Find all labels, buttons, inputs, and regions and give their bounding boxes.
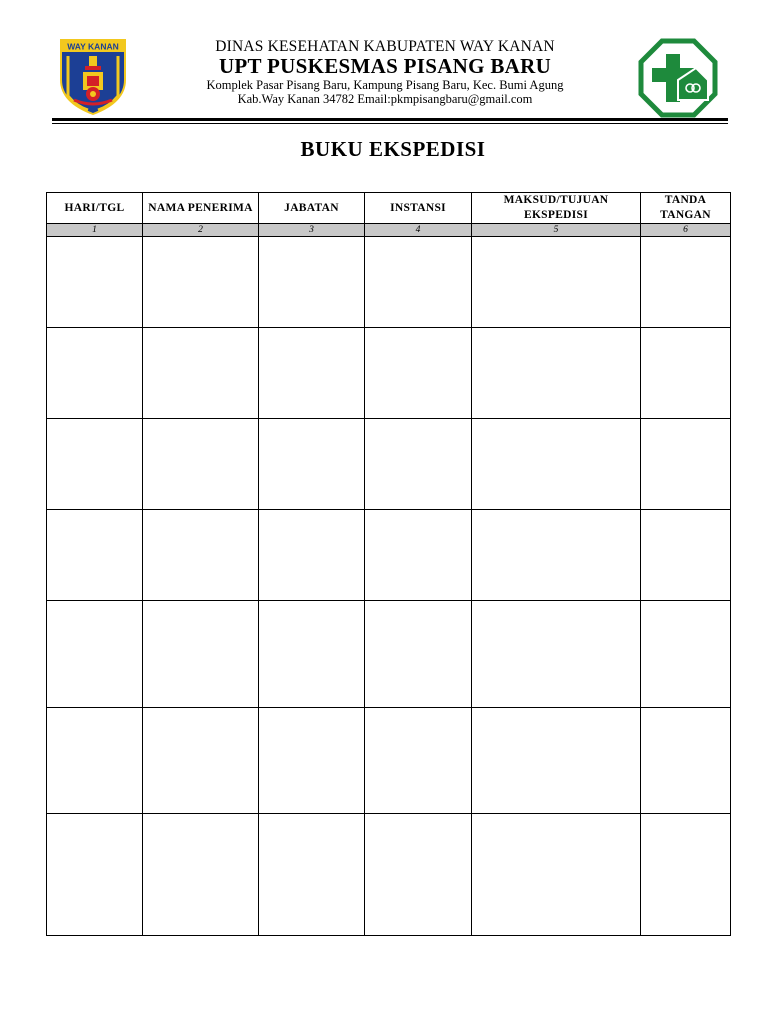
table-cell[interactable] — [641, 708, 731, 814]
table-row — [47, 419, 731, 510]
table-row — [47, 328, 731, 419]
table-cell[interactable] — [641, 237, 731, 328]
table-cell[interactable] — [47, 237, 143, 328]
table-cell[interactable] — [472, 328, 641, 419]
crest-banner-text: WAY KANAN — [67, 41, 119, 52]
table-cell[interactable] — [365, 708, 472, 814]
table-row — [47, 237, 731, 328]
table-cell[interactable] — [143, 510, 259, 601]
table-cell[interactable] — [641, 328, 731, 419]
table-cell[interactable] — [47, 419, 143, 510]
document-title: BUKU EKSPEDISI — [300, 137, 486, 161]
expedition-ledger-table — [46, 192, 731, 936]
letterhead-divider-thick — [52, 118, 728, 121]
column-header-position: JABATAN — [259, 193, 365, 224]
table-cell[interactable] — [143, 601, 259, 708]
table-cell[interactable] — [365, 237, 472, 328]
table-cell[interactable] — [365, 814, 472, 936]
table-cell[interactable] — [641, 419, 731, 510]
letterhead-divider-thin — [52, 123, 728, 124]
column-index: 5 — [472, 224, 641, 237]
way-kanan-crest-logo — [58, 36, 128, 116]
table-cell[interactable] — [641, 510, 731, 601]
column-index: 3 — [259, 224, 365, 237]
table-cell[interactable] — [47, 601, 143, 708]
column-index: 2 — [143, 224, 259, 237]
table-cell[interactable] — [472, 510, 641, 601]
table-cell[interactable] — [47, 814, 143, 936]
table-cell[interactable] — [472, 814, 641, 936]
column-header-signature: TANDA TANGAN — [641, 193, 731, 224]
table-cell[interactable] — [365, 419, 472, 510]
column-header-date: HARI/TGL — [47, 193, 143, 224]
table-cell[interactable] — [472, 708, 641, 814]
table-cell[interactable] — [259, 237, 365, 328]
table-cell[interactable] — [47, 510, 143, 601]
table-cell[interactable] — [472, 601, 641, 708]
table-row — [47, 708, 731, 814]
table-row — [47, 601, 731, 708]
table-row — [47, 814, 731, 936]
unit-name: UPT PUSKESMAS PISANG BARU — [218, 54, 552, 78]
table-cell[interactable] — [641, 601, 731, 708]
table-cell[interactable] — [259, 510, 365, 601]
column-index: 6 — [641, 224, 731, 237]
table-cell[interactable] — [143, 708, 259, 814]
table-cell[interactable] — [143, 814, 259, 936]
table-header-row — [47, 193, 731, 224]
column-header-institution: INSTANSI — [365, 193, 472, 224]
table-cell[interactable] — [143, 419, 259, 510]
table-cell[interactable] — [259, 708, 365, 814]
table-cell[interactable] — [47, 708, 143, 814]
table-cell[interactable] — [143, 237, 259, 328]
table-cell[interactable] — [472, 237, 641, 328]
column-header-recipient: NAMA PENERIMA — [143, 193, 259, 224]
table-cell[interactable] — [47, 328, 143, 419]
table-cell[interactable] — [365, 328, 472, 419]
address-line-1: Komplek Pasar Pisang Baru, Kampung Pisang Baru, Kec. Bumi Agung — [206, 78, 564, 92]
column-index: 1 — [47, 224, 143, 237]
table-cell[interactable] — [259, 814, 365, 936]
table-cell[interactable] — [365, 510, 472, 601]
address-line-2: Kab.Way Kanan 34782 Email:pkmpisangbaru@gmail.com — [237, 92, 533, 106]
agency-name: DINAS KESEHATAN KABUPATEN WAY KANAN — [215, 38, 555, 55]
table-cell[interactable] — [259, 419, 365, 510]
table-cell[interactable] — [365, 601, 472, 708]
column-header-purpose: MAKSUD/TUJUAN EKSPEDISI — [472, 193, 641, 224]
table-cell[interactable] — [641, 814, 731, 936]
table-cell[interactable] — [259, 328, 365, 419]
table-row — [47, 510, 731, 601]
column-index: 4 — [365, 224, 472, 237]
table-cell[interactable] — [472, 419, 641, 510]
column-index-row — [47, 224, 731, 237]
table-cell[interactable] — [143, 328, 259, 419]
puskesmas-logo — [638, 38, 718, 118]
table-cell[interactable] — [259, 601, 365, 708]
